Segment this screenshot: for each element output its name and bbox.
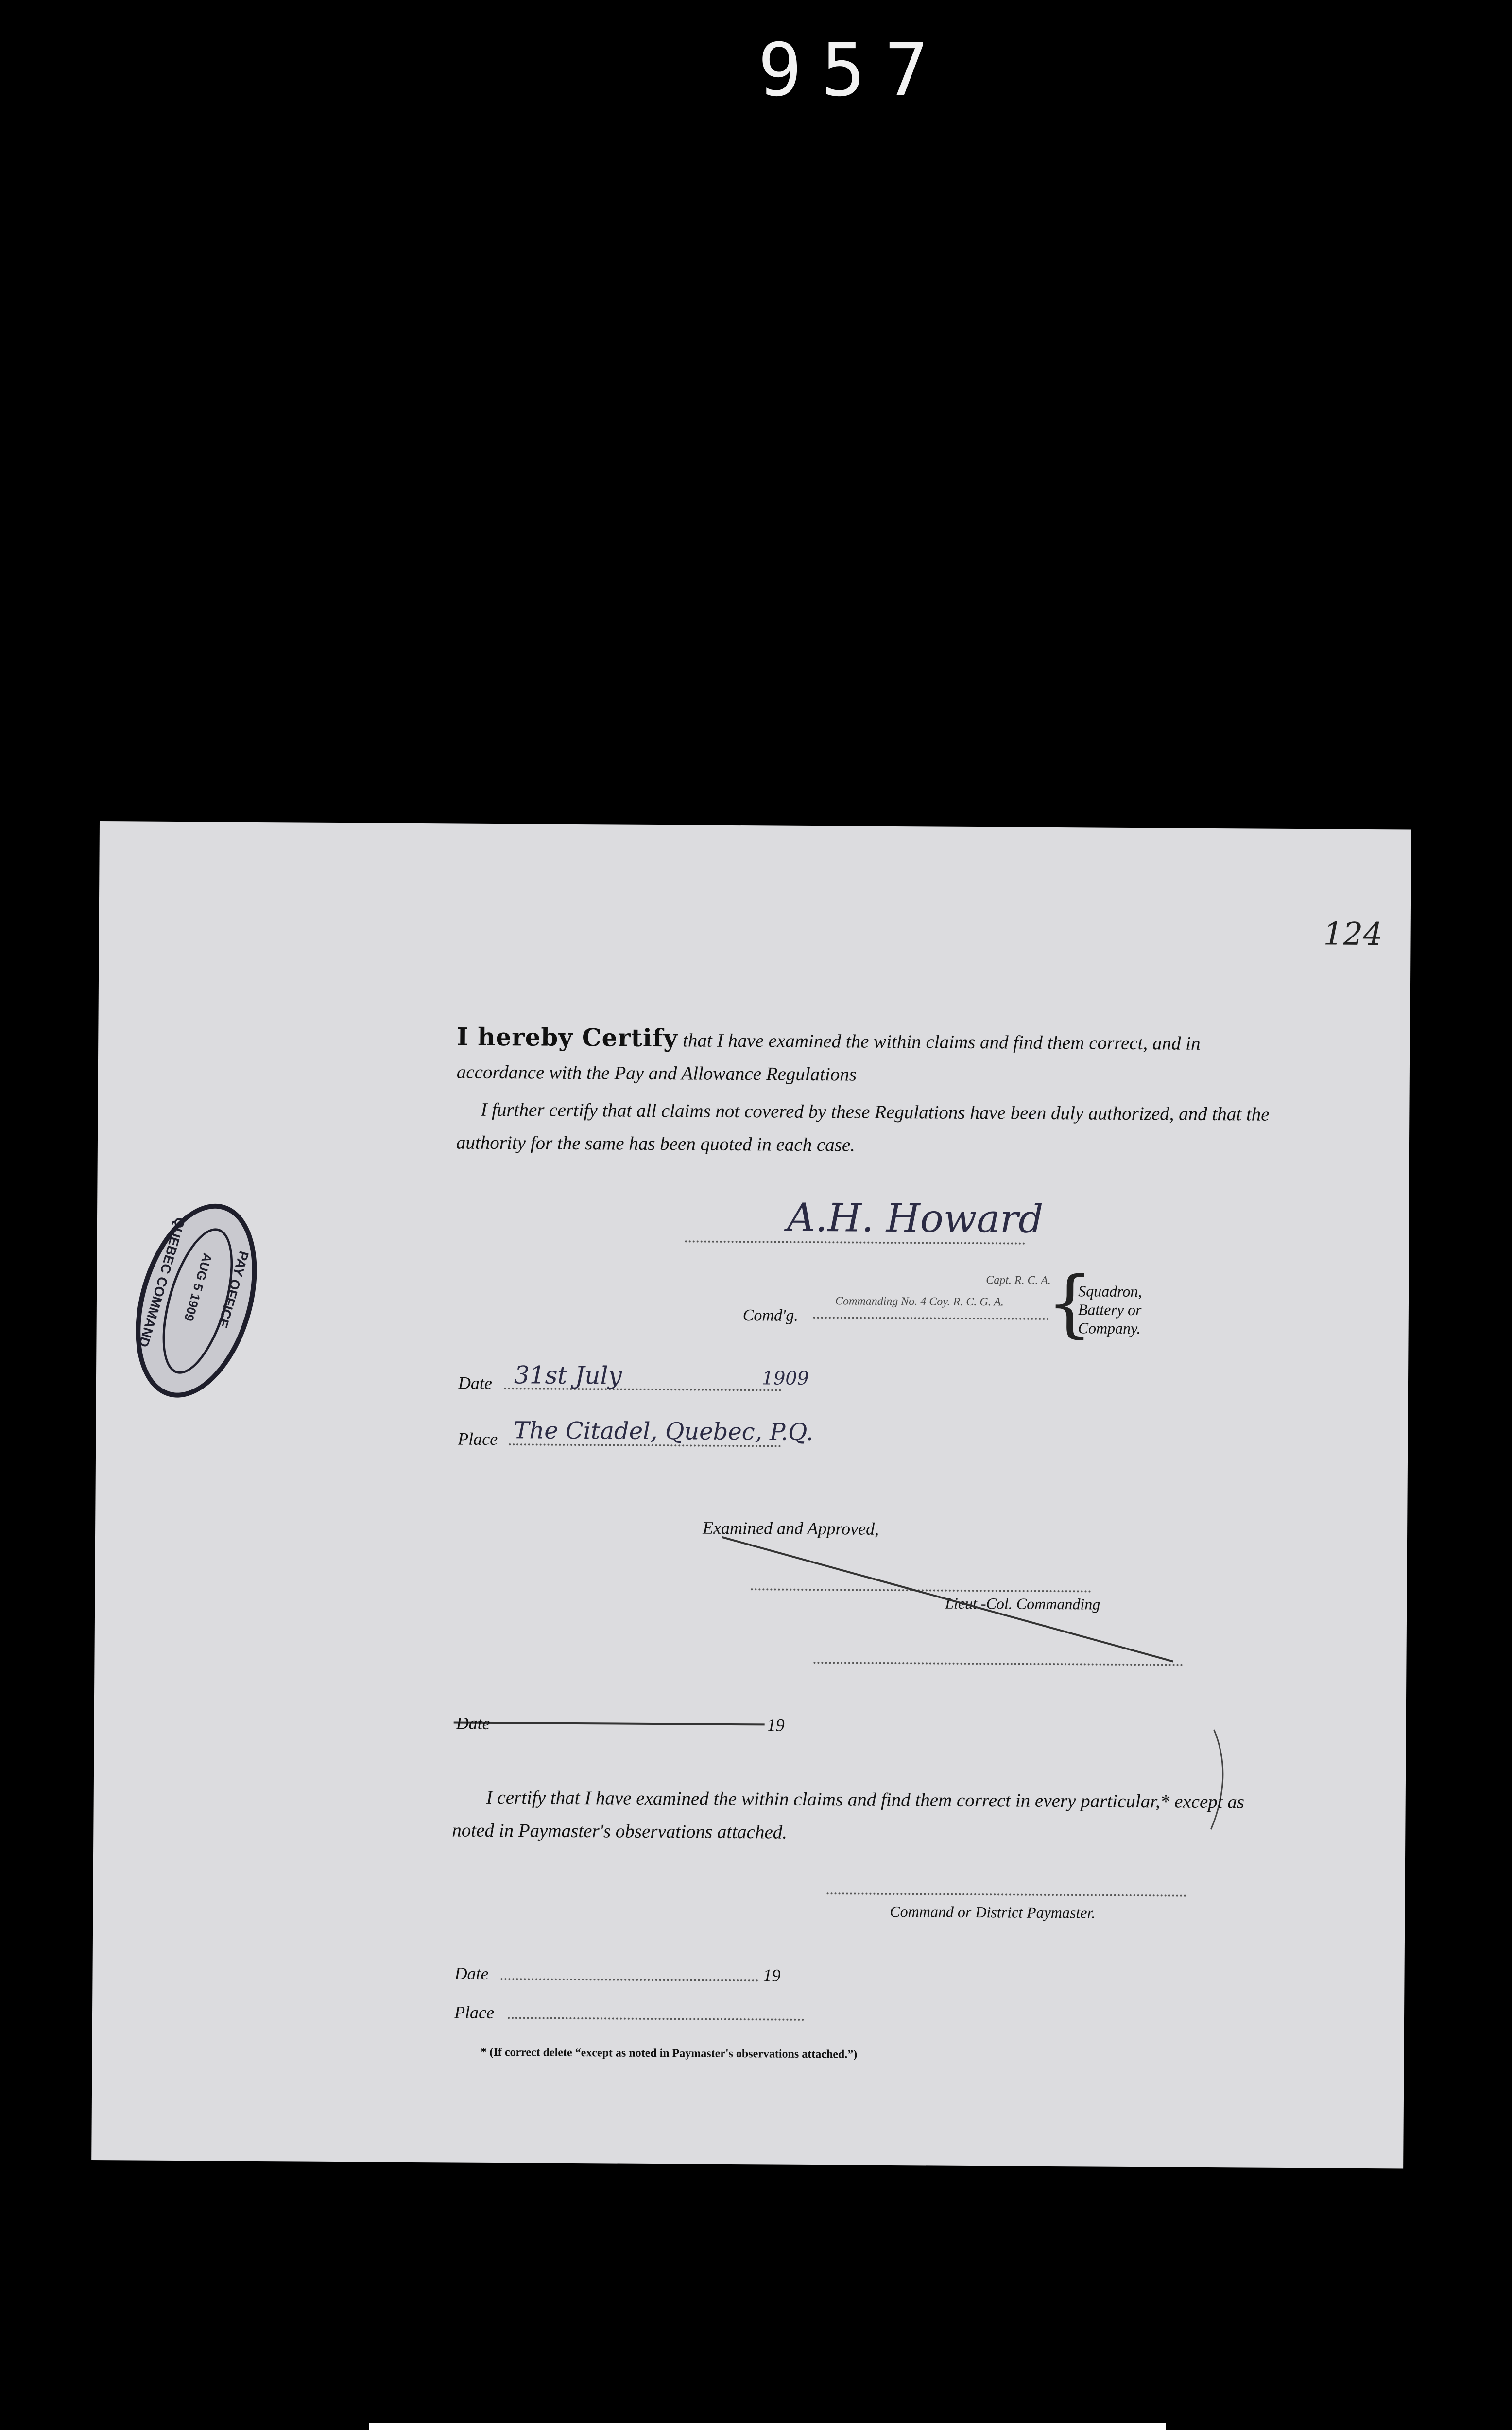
year3-label: 19 xyxy=(763,1965,781,1985)
comdg-label: Comd'g. xyxy=(742,1306,798,1325)
date-strike-line xyxy=(454,1722,765,1724)
stamp-bottom-text: PAY OFFICE xyxy=(215,1249,252,1330)
pay-certificate-sheet xyxy=(91,821,1411,2168)
place3-label: Place xyxy=(454,2002,495,2023)
place-value: The Citadel, Quebec, P.Q. xyxy=(514,1417,814,1446)
year-value: 1909 xyxy=(761,1367,809,1389)
date3-label: Date xyxy=(454,1963,489,1983)
further-certify-paragraph: I further certify that all claims not covered by these Regulations have been duly authorized, and that the authority for the same has been quoted in each case. xyxy=(456,1099,1270,1156)
frame-number: 957 xyxy=(758,28,948,113)
unit-brace: { xyxy=(1046,1261,1093,1346)
certify-text: that I have examined the within claims and find them correct, and in accordance with the Pay and Allowance Regulations xyxy=(456,1030,1201,1085)
stamp-top-text: QUEBEC COMMAND xyxy=(136,1215,189,1349)
date2-label: Date xyxy=(456,1713,490,1733)
examined-label: Examined and Approved, xyxy=(703,1518,879,1539)
strike-through-marks xyxy=(91,821,1411,2168)
place-label: Place xyxy=(458,1429,498,1449)
date-label: Date xyxy=(458,1373,493,1393)
lt-col-label: Lieut.-Col. Commanding xyxy=(945,1594,1100,1613)
date-value: 31st July xyxy=(514,1361,622,1390)
paymaster-label: Command or District Paymaster. xyxy=(890,1902,1096,1922)
sheet-number: 124 xyxy=(1323,916,1383,953)
stamp-command: Commanding No. 4 Coy. R. C. G. A. xyxy=(835,1295,1004,1309)
footnote: * (If correct delete “except as noted in Paymaster's observations attached.”) xyxy=(481,2046,858,2061)
certify-heading: I hereby Certify xyxy=(457,1022,678,1053)
signature: A.H. Howard xyxy=(787,1195,1044,1242)
year2-label: 19 xyxy=(767,1715,785,1735)
examined-strike-line xyxy=(721,1537,1174,1662)
stamp-rank: Capt. R. C. A. xyxy=(986,1274,1051,1287)
unit-options: Squadron, Battery or Company. xyxy=(1078,1282,1142,1337)
paymaster-certify-paragraph: I certify that I have examined the within claims and find them correct in every particular,* except as noted in Paymaster's observations attached. xyxy=(452,1787,1245,1843)
stamp-date-text: AUG 5 1909 xyxy=(181,1251,215,1323)
archive-reference-label xyxy=(369,2423,1166,2430)
